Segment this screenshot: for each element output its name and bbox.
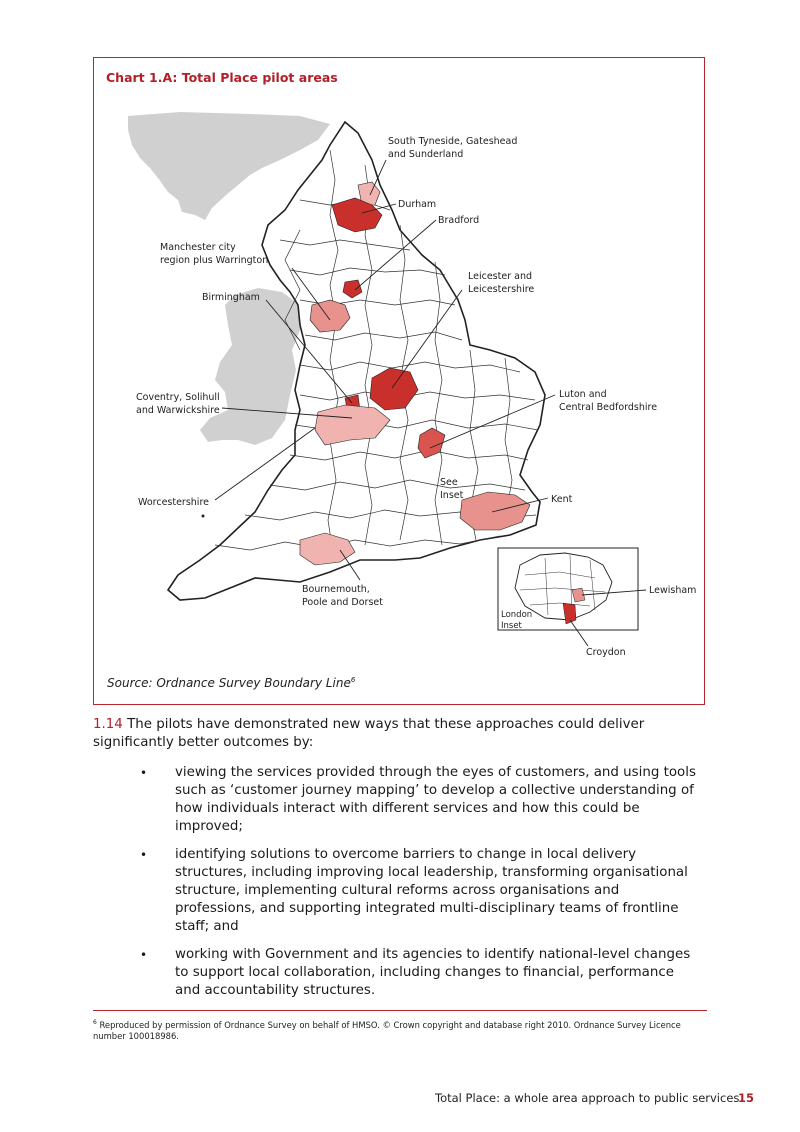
label-manchester: Manchester city region plus Warrington [160, 242, 269, 266]
label-south-tyneside: South Tyneside, Gateshead and Sunderland [388, 136, 518, 160]
paragraph-1-14 [93, 716, 703, 752]
label-see-inset: See Inset [440, 477, 464, 501]
label-birmingham: Birmingham [202, 292, 260, 303]
label-croydon: Croydon [586, 647, 626, 658]
bullet-icon: • [140, 766, 148, 780]
label-luton: Luton and Central Bedfordshire [559, 389, 658, 413]
paragraph-text: The pilots have demonstrated new ways that these approaches could deliver significantly better outcomes by: [93, 717, 645, 750]
bullet-icon: • [140, 948, 148, 962]
label-coventry: Coventry, Solihull and Warwickshire [136, 392, 220, 416]
label-kent: Kent [551, 494, 573, 505]
label-durham: Durham [398, 199, 437, 210]
england-map [94, 94, 698, 674]
footnote: $^6$ Reproduced by permission of Ordnance Survey on behalf of HMSO. © Crown copyright and database right 2010. Ordnance Survey Licence number 100018986. [93, 1019, 681, 1041]
footer-title: Total Place: a whole area approach to public services [435, 1091, 740, 1105]
label-worcestershire: Worcestershire [138, 497, 209, 508]
bullet-icon: • [140, 848, 148, 862]
chart-source: Source: Ordnance Survey Boundary Line$^6$ [107, 676, 356, 690]
list-item: • identifying solutions to overcome barriers to change in local delivery structures, including improving local leadership, transforming organisational structure, implementing cultural reforms across organisations and professions, and supporting integrated multi-disciplinary teams of frontline staff; and [140, 847, 688, 934]
list-item: • viewing the services provided through the eyes of customers, and using tools such as ‘customer journey mapping’ to develop a collective understanding of how individuals interact with different services and how this could be improved; [140, 765, 696, 834]
page-number: 15 [738, 1091, 755, 1105]
chart-title: Chart 1.A: Total Place pilot areas [106, 70, 338, 85]
label-bournemouth: Bournemouth, Poole and Dorset [302, 584, 383, 608]
label-leicester: Leicester and Leicestershire [468, 271, 535, 295]
footnote-divider [93, 1010, 707, 1011]
wales-land [200, 288, 300, 445]
label-lewisham: Lewisham [649, 585, 697, 596]
list-item: • working with Government and its agencies to identify national-level changes to support local collaboration, including changes to financial, performance and accountability structures. [140, 947, 691, 998]
label-bradford: Bradford [438, 215, 480, 226]
bullet-list [140, 764, 700, 1010]
label-london-inset: London Inset [501, 610, 533, 631]
paragraph-number: 1.14 [93, 717, 123, 732]
